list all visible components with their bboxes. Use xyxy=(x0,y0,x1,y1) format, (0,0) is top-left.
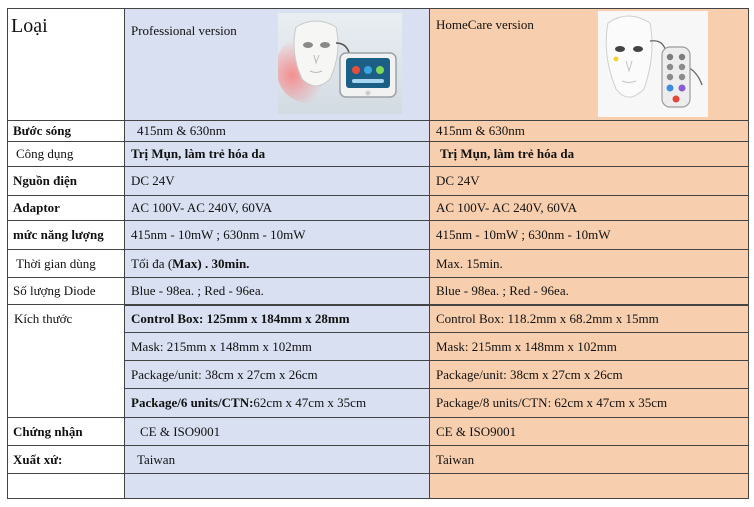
table-row xyxy=(125,333,749,361)
row-label: Adaptor xyxy=(7,196,125,220)
row-label xyxy=(7,474,125,498)
row-label: mức năng lượng xyxy=(7,221,125,249)
professional-value-part-a: Tối đa ( xyxy=(131,255,173,271)
professional-value: DC 24V xyxy=(125,167,430,195)
professional-value: Mask: 215mm x 148mm x 102mm xyxy=(125,333,430,360)
table-row xyxy=(7,142,749,167)
professional-value: Trị Mụn, làm trẻ hóa da xyxy=(125,142,430,166)
table-row xyxy=(7,167,749,196)
professional-version-header: Professional version xyxy=(125,9,430,120)
homecare-value: CE & ISO9001 xyxy=(430,418,749,445)
professional-value: Package/unit: 38cm x 27cm x 26cm xyxy=(125,361,430,388)
professional-led-mask-image xyxy=(278,13,402,114)
homecare-value: Blue - 98ea. ; Red - 96ea. xyxy=(430,278,749,304)
dimensions-group xyxy=(7,305,749,418)
row-label: Số lượng Diode xyxy=(7,278,125,304)
professional-value: Blue - 98ea. ; Red - 96ea. xyxy=(125,278,430,304)
homecare-value: Trị Mụn, làm trẻ hóa da xyxy=(430,142,749,166)
row-label: Nguồn điện xyxy=(7,167,125,195)
homecare-value: Control Box: 118.2mm x 68.2mm x 15mm xyxy=(430,306,749,332)
homecare-value: DC 24V xyxy=(430,167,749,195)
type-header: Loại xyxy=(7,9,125,120)
table-row xyxy=(7,121,749,142)
professional-value: Taiwan xyxy=(125,446,430,473)
homecare-led-mask-image xyxy=(598,11,708,117)
professional-value: AC 100V- AC 240V, 60VA xyxy=(125,196,430,220)
row-label: Xuất xứ: xyxy=(7,446,125,473)
professional-value xyxy=(125,474,430,498)
table-row xyxy=(125,389,749,418)
homecare-value: AC 100V- AC 240V, 60VA xyxy=(430,196,749,220)
row-label: Bước sóng xyxy=(7,121,125,141)
row-label: Thời gian dùng xyxy=(7,250,125,277)
table-row-empty xyxy=(7,474,749,499)
table-row xyxy=(7,250,749,278)
dimensions-values xyxy=(125,305,749,418)
table-row xyxy=(7,221,749,250)
row-label: Công dụng xyxy=(7,142,125,166)
homecare-value: 415nm & 630nm xyxy=(430,121,749,141)
homecare-value: Max. 15min. xyxy=(430,250,749,277)
row-label: Kích thước xyxy=(7,305,125,418)
table-row xyxy=(125,305,749,333)
table-row xyxy=(7,196,749,221)
professional-value: 415nm & 630nm xyxy=(125,121,430,141)
homecare-value xyxy=(430,474,749,498)
professional-value: Control Box: 125mm x 184mm x 28mm xyxy=(125,306,430,332)
table-row xyxy=(7,418,749,446)
professional-value xyxy=(125,250,430,277)
row-label: Chứng nhận xyxy=(7,418,125,445)
homecare-value: Mask: 215mm x 148mm x 102mm xyxy=(430,333,749,360)
professional-value: CE & ISO9001 xyxy=(125,418,430,445)
table-row xyxy=(7,278,749,305)
professional-value-part-b: 62cm x 47cm x 35cm xyxy=(253,395,367,410)
professional-value: 415nm - 10mW ; 630nm - 10mW xyxy=(125,221,430,249)
homecare-version-header: HomeCare version xyxy=(430,9,749,120)
professional-value-part-b: Max) . 30min. xyxy=(172,255,250,271)
professional-value-part-a: Package/6 units/CTN: xyxy=(131,395,254,410)
homecare-value: Taiwan xyxy=(430,446,749,473)
table-row xyxy=(7,446,749,474)
table-row xyxy=(125,361,749,389)
homecare-value: Package/unit: 38cm x 27cm x 26cm xyxy=(430,361,749,388)
homecare-value: Package/8 units/CTN: 62cm x 47cm x 35cm xyxy=(430,389,749,417)
professional-value xyxy=(125,389,430,417)
homecare-value: 415nm - 10mW ; 630nm - 10mW xyxy=(430,221,749,249)
